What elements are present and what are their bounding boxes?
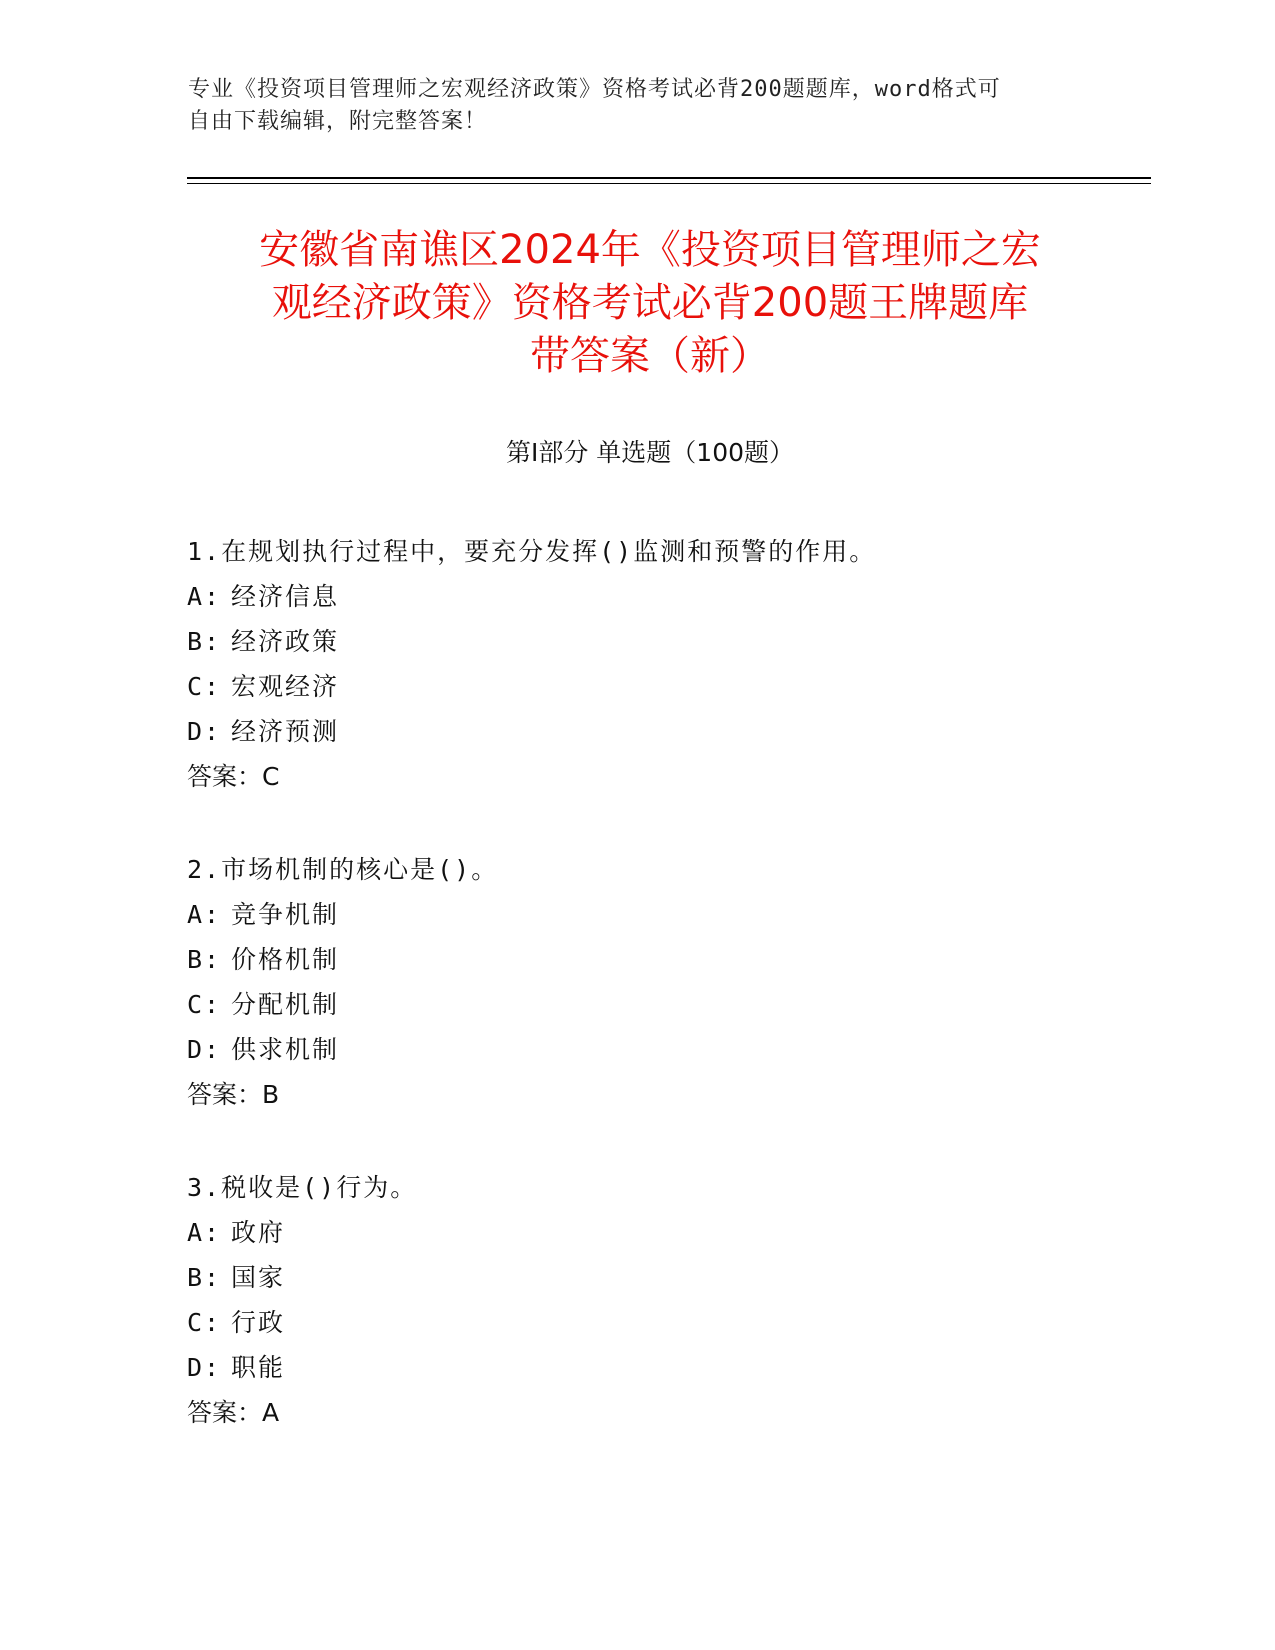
- option-key: D:: [187, 717, 222, 746]
- header-note-line-2: 自由下载编辑，附完整答案！: [188, 109, 488, 134]
- option-d: [187, 709, 1087, 754]
- option-text: 经济政策: [231, 627, 340, 656]
- question-stem: 3.税收是()行为。: [187, 1173, 418, 1202]
- question-stem: 2.市场机制的核心是()。: [187, 855, 499, 884]
- question-3: [187, 1165, 1087, 1435]
- option-text: 国家: [231, 1263, 286, 1292]
- option-text: 宏观经济: [231, 672, 340, 701]
- option-text: 经济信息: [231, 582, 340, 611]
- option-c: [187, 1300, 1087, 1345]
- option-key: A:: [187, 1218, 222, 1247]
- option-b: [187, 619, 1087, 664]
- question-1: [187, 529, 1087, 799]
- header-note: [188, 74, 1088, 138]
- header-divider-thin: [187, 183, 1151, 184]
- option-a: [187, 892, 1087, 937]
- header-note-line-1: 专业《投资项目管理师之宏观经济政策》资格考试必背200题题库，word格式可: [188, 77, 1001, 102]
- option-key: A:: [187, 582, 222, 611]
- option-text: 供求机制: [231, 1035, 340, 1064]
- option-a: [187, 574, 1087, 619]
- document-title: [150, 224, 1150, 383]
- option-text: 竞争机制: [231, 900, 340, 929]
- answer-line: 答案：B: [187, 1080, 280, 1109]
- option-text: 分配机制: [231, 990, 340, 1019]
- answer-line: 答案：A: [187, 1398, 280, 1427]
- option-key: B:: [187, 627, 222, 656]
- option-key: B:: [187, 1263, 222, 1292]
- option-b: [187, 937, 1087, 982]
- title-line-2: 观经济政策》资格考试必背200题王牌题库: [271, 280, 1029, 326]
- option-key: C:: [187, 672, 222, 701]
- title-line-3: 带答案（新）: [530, 333, 770, 379]
- option-key: C:: [187, 990, 222, 1019]
- option-c: [187, 664, 1087, 709]
- question-stem: 1.在规划执行过程中，要充分发挥()监测和预警的作用。: [187, 537, 877, 566]
- answer-line: 答案：C: [187, 762, 280, 791]
- option-text: 经济预测: [231, 717, 340, 746]
- option-text: 职能: [231, 1353, 286, 1382]
- option-key: D:: [187, 1353, 222, 1382]
- option-text: 政府: [231, 1218, 286, 1247]
- option-text: 价格机制: [231, 945, 340, 974]
- option-key: A:: [187, 900, 222, 929]
- header-divider-thick: [187, 177, 1151, 179]
- question-2: [187, 847, 1087, 1117]
- option-c: [187, 982, 1087, 1027]
- option-key: B:: [187, 945, 222, 974]
- section-heading: 第Ⅰ部分 单选题（100题）: [505, 438, 795, 467]
- title-line-1: 安徽省南谯区2024年《投资项目管理师之宏: [259, 227, 1041, 273]
- option-text: 行政: [231, 1308, 286, 1337]
- option-key: D:: [187, 1035, 222, 1064]
- option-a: [187, 1210, 1087, 1255]
- option-b: [187, 1255, 1087, 1300]
- option-d: [187, 1027, 1087, 1072]
- option-key: C:: [187, 1308, 222, 1337]
- option-d: [187, 1345, 1087, 1390]
